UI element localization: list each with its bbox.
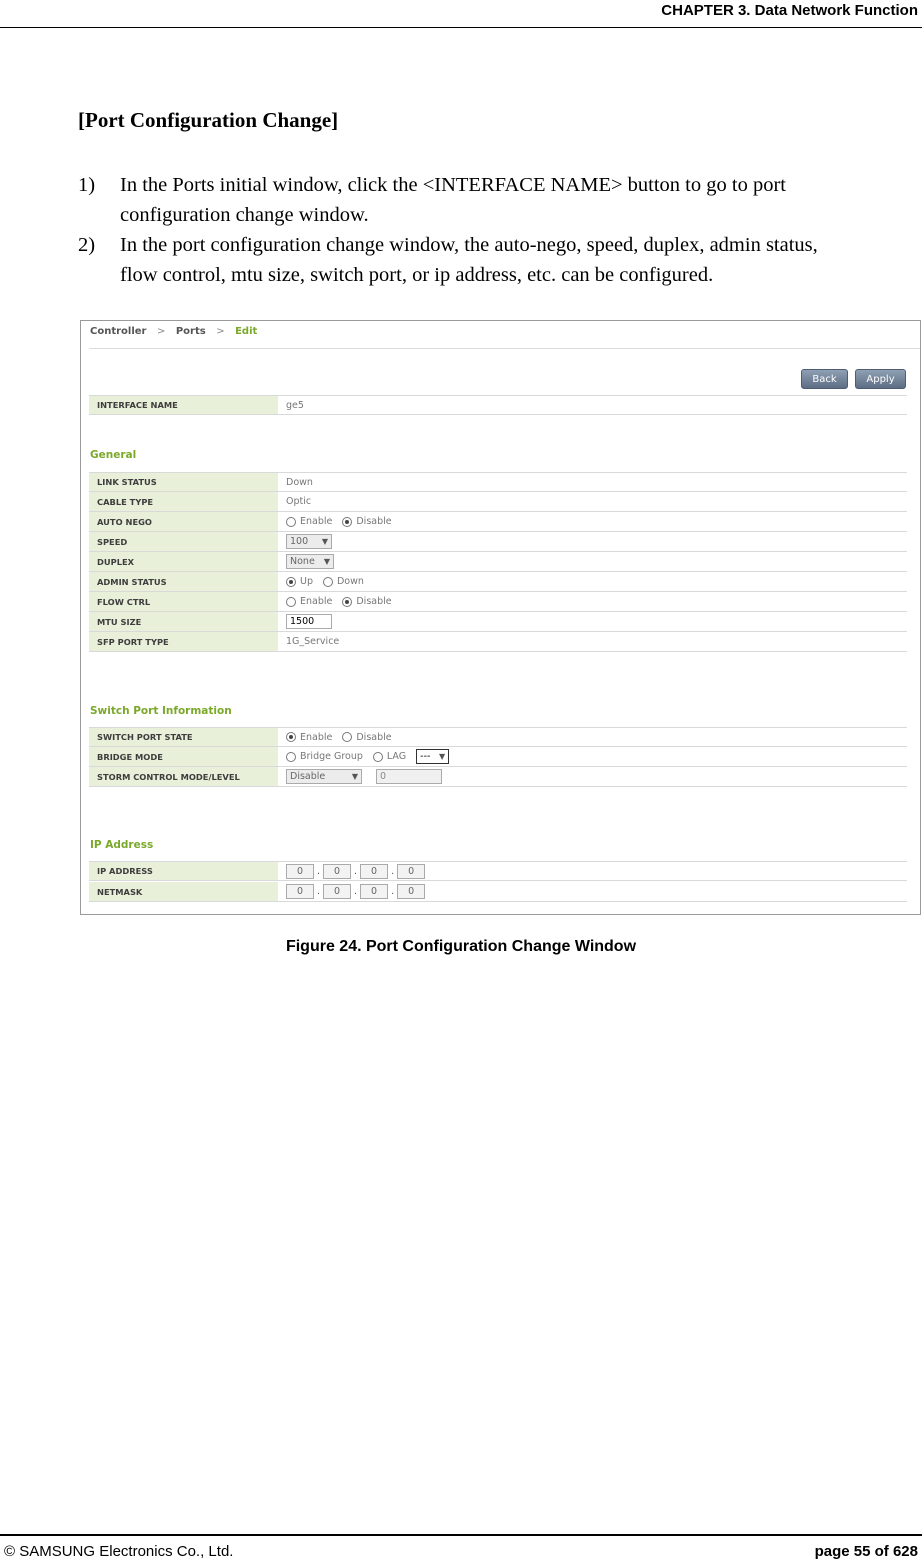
admin-down-radio[interactable] [323, 576, 364, 587]
lag-radio[interactable] [373, 751, 406, 762]
radio-circle-icon [286, 752, 296, 762]
field-label: DUPLEX [89, 552, 278, 571]
field-label: BRIDGE MODE [89, 747, 278, 766]
bridge-select-value: --- [420, 751, 431, 762]
breadcrumb [90, 326, 257, 337]
ip-address-row: IP ADDRESS 0 . 0 . 0 . 0 [89, 861, 907, 881]
bridge-group-radio[interactable] [286, 751, 363, 762]
field-label: ADMIN STATUS [89, 572, 278, 591]
netmask-octet-input[interactable]: 0 [360, 884, 388, 899]
chevron-right-icon: > [156, 326, 166, 337]
field-label: AUTO NEGO [89, 512, 278, 531]
field-label: STORM CONTROL MODE/LEVEL [89, 767, 278, 786]
radio-selected-icon [286, 732, 296, 742]
chapter-title: CHAPTER 3. Data Network Function [661, 2, 918, 19]
duplex-value: None [290, 556, 315, 567]
radio-selected-icon [342, 597, 352, 607]
field-label: NETMASK [89, 882, 278, 901]
ip-octet-input[interactable]: 0 [286, 864, 314, 879]
storm-level-input[interactable]: 0 [376, 769, 442, 784]
bridge-mode-row [89, 747, 907, 767]
field-label: LINK STATUS [89, 473, 278, 491]
storm-mode-value: Disable [290, 771, 326, 782]
field-label: CABLE TYPE [89, 492, 278, 511]
field-label: SPEED [89, 532, 278, 551]
field-label: MTU SIZE [89, 612, 278, 631]
page-number: page 55 of 628 [814, 1543, 918, 1560]
section-title: [Port Configuration Change] [78, 108, 339, 132]
figure-caption: Figure 24. Port Configuration Change Window [285, 938, 637, 955]
flow-ctrl-disable-radio[interactable] [342, 596, 391, 607]
sfp-port-type-value: 1G_Service [286, 636, 340, 647]
breadcrumb-controller[interactable]: Controller [90, 326, 147, 337]
radio-circle-icon [286, 517, 296, 527]
radio-label: Enable [300, 516, 333, 527]
switch-port-state-row [89, 727, 907, 747]
ip-section-title: IP Address [90, 839, 154, 851]
radio-label: Disable [356, 516, 392, 527]
cable-type-row [89, 492, 907, 512]
link-status-value: Down [286, 476, 313, 488]
radio-circle-icon [342, 732, 352, 742]
radio-selected-icon [342, 517, 352, 527]
link-status-row [89, 472, 907, 492]
netmask-octet-input[interactable]: 0 [286, 884, 314, 899]
switch-port-disable-radio[interactable] [342, 732, 391, 743]
speed-value: 100 [290, 536, 309, 547]
bridge-select[interactable] [416, 749, 449, 764]
breadcrumb-ports[interactable]: Ports [175, 326, 206, 337]
field-label: IP ADDRESS [89, 862, 278, 880]
sfp-port-type-row [89, 632, 907, 652]
field-label: SWITCH PORT STATE [89, 728, 278, 746]
radio-label: Disable [356, 731, 392, 743]
breadcrumb-edit: Edit [235, 326, 258, 337]
netmask-octet-input[interactable]: 0 [323, 884, 351, 899]
storm-mode-select[interactable] [286, 769, 362, 784]
radio-label: Enable [300, 596, 333, 607]
divider [89, 348, 920, 349]
copyright: © SAMSUNG Electronics Co., Ltd. [4, 1543, 234, 1560]
step-text-continued: flow control, mtu size, switch port, or ip address, etc. can be configured. [120, 264, 714, 286]
radio-circle-icon [373, 752, 383, 762]
apply-button[interactable]: Apply [855, 369, 906, 389]
field-label: SFP PORT TYPE [89, 632, 278, 651]
general-section-title: General [90, 449, 137, 461]
step-text-continued: configuration change window. [120, 204, 369, 226]
document-footer [0, 1534, 922, 1565]
admin-status-row [89, 572, 907, 592]
step-text: In the port configuration change window, the auto-nego, speed, duplex, admin status, [120, 234, 818, 256]
radio-label: Down [336, 576, 364, 587]
step-text: In the Ports initial window, click the <INTERFACE NAME> button to go to port [120, 174, 786, 196]
document-header [0, 0, 922, 28]
switch-port-section-title: Switch Port Information [90, 705, 232, 717]
chevron-right-icon: > [216, 326, 225, 337]
mtu-size-input[interactable]: 1500 [286, 614, 332, 629]
interface-name-value: ge5 [286, 399, 304, 411]
flow-ctrl-enable-radio[interactable] [286, 596, 332, 607]
switch-port-enable-radio[interactable] [286, 732, 332, 743]
flow-ctrl-row [89, 592, 907, 612]
chevron-down-icon: ▼ [438, 752, 446, 761]
chevron-down-icon: ▼ [351, 772, 358, 781]
interface-name-row [89, 395, 907, 415]
field-label: FLOW CTRL [89, 592, 278, 611]
radio-label: Bridge Group [300, 751, 363, 762]
radio-circle-icon [323, 577, 333, 587]
mtu-size-row [89, 612, 907, 632]
auto-nego-disable-radio[interactable] [342, 516, 391, 527]
radio-circle-icon [286, 597, 296, 607]
speed-select[interactable] [286, 534, 332, 549]
field-label: INTERFACE NAME [89, 396, 278, 414]
radio-label: LAG [386, 751, 407, 762]
radio-label: Disable [356, 596, 392, 607]
radio-label: Up [300, 576, 313, 587]
duplex-row [89, 552, 907, 572]
chevron-down-icon: ▼ [323, 557, 330, 566]
ip-octet-input[interactable]: 0 [360, 864, 388, 879]
auto-nego-row [89, 512, 907, 532]
ip-octet-input[interactable]: 0 [397, 864, 425, 879]
auto-nego-enable-radio[interactable] [286, 516, 332, 527]
radio-label: Enable [300, 731, 333, 743]
radio-selected-icon [286, 577, 296, 587]
back-button[interactable]: Back [801, 369, 848, 389]
admin-up-radio[interactable] [286, 576, 313, 587]
netmask-row: NETMASK 0 . 0 . 0 . 0 [89, 882, 907, 902]
storm-control-row [89, 767, 907, 787]
step-number: 2) [78, 234, 96, 256]
step-number: 1) [78, 174, 96, 196]
port-config-screenshot [80, 320, 921, 915]
speed-row [89, 532, 907, 552]
duplex-select[interactable] [286, 554, 334, 569]
netmask-octet-input[interactable]: 0 [397, 884, 425, 899]
cable-type-value: Optic [286, 496, 312, 507]
chevron-down-icon: ▼ [321, 537, 328, 546]
ip-octet-input[interactable]: 0 [323, 864, 351, 879]
